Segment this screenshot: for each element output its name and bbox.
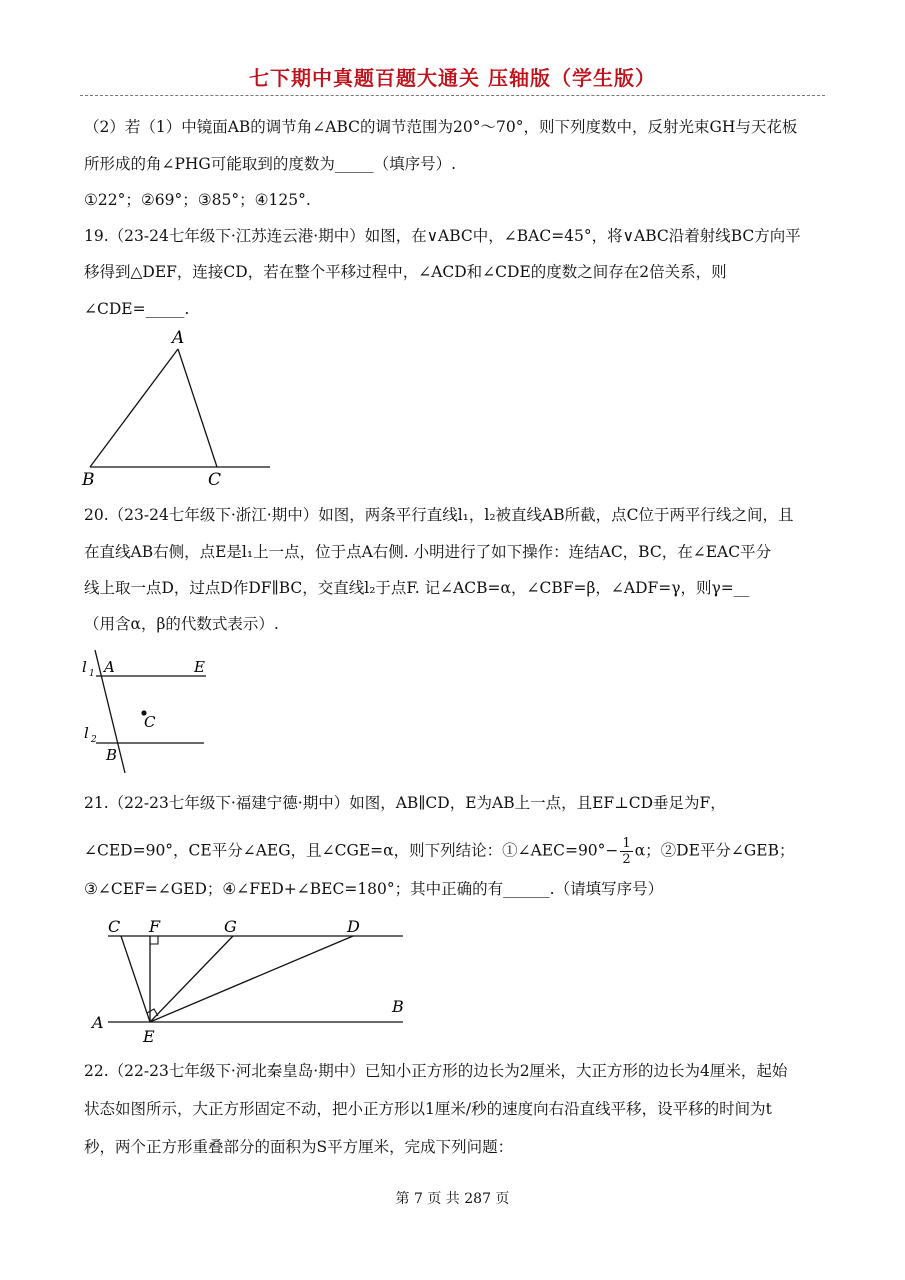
q20-label-c: C [144, 713, 156, 731]
q21-label-e: E [143, 1027, 155, 1046]
q19-line3: ∠CDE=_____. [84, 300, 190, 318]
q20-label-l2-sub: 2 [91, 735, 97, 745]
q20-label-l2: l [84, 724, 89, 742]
q21-right-angle-f [150, 936, 158, 944]
q19-label-a: A [172, 328, 185, 348]
q18-part2-line1: （2）若（1）中镜面AB的调节角∠ABC的调节范围为20°～70°，则下列度数中，反射光束GH与天花板 [84, 118, 798, 136]
q19-side-ac [178, 349, 217, 467]
q21-label-c: C [108, 917, 121, 936]
q18-part2-line2: 所形成的角∠PHG可能取到的度数为_____（填序号）. [84, 155, 456, 173]
q21-label-b: B [392, 997, 404, 1016]
q19-label-b: B [82, 470, 95, 490]
q19-line2: 移得到△DEF，连接CD，若在整个平移过程中，∠ACD和∠CDE的度数之间存在2倍关系，则 [84, 263, 727, 281]
q21-line2-part-b: α；②DE平分∠GEB； [634, 841, 795, 860]
q19-line1: 19.（23-24七年级下·江苏连云港·期中）如图，在∨ABC中，∠BAC=45°，将∨ABC沿着射线BC方向平 [84, 227, 801, 245]
q21-segment-ed [150, 936, 353, 1022]
q20-label-e: E [194, 658, 205, 676]
q21-fraction-denominator: 2 [622, 852, 631, 867]
q21-label-f: F [149, 917, 161, 936]
q20-label-l1-sub: 1 [89, 669, 95, 679]
q21-line3: ③∠CEF=∠GED；④∠FED+∠BEC=180°；其中正确的有______.（请填写序号） [84, 880, 664, 898]
q19-side-ab [90, 349, 178, 467]
page-header-title: 七下期中真题百题大通关 压轴版（学生版） [249, 66, 656, 90]
q18-options: ①22°；②69°；③85°；④125°. [84, 191, 311, 209]
q19-triangle-figure [80, 325, 280, 490]
q22-line3: 秒，两个正方形重叠部分的面积为S平方厘米，完成下列问题： [84, 1138, 514, 1156]
q21-line2-part-a: ∠CED=90°，CE平分∠AEG，且∠CGE=α，则下列结论：①∠AEC=90°− [84, 841, 619, 860]
q21-line2 [84, 836, 794, 867]
q20-line4: （用含α，β的代数式表示）. [84, 615, 279, 633]
q21-label-g: G [224, 917, 237, 936]
q20-line2: 在直线AB右侧，点E是l₁上一点，位于点A右侧. 小明进行了如下操作：连结AC，BC，在∠EAC平分 [84, 543, 772, 561]
q21-label-d: D [347, 917, 360, 936]
q20-line3: 线上取一点D，过点D作DF∥BC，交直线l₂于点F. 记∠ACB=α，∠CBF=β，∠ADF=γ，则γ=__ [84, 579, 750, 597]
q20-label-a: A [104, 658, 115, 676]
page-footer: 第 7 页 共 287 页 [395, 1191, 510, 1207]
q21-segment-ec [121, 936, 150, 1022]
q20-line1: 20.（23-24七年级下·浙江·期中）如图，两条平行直线l₁，l₂被直线AB所截，点C位于两平行线之间，且 [84, 506, 794, 524]
q22-line1: 22.（22-23七年级下·河北秦皇岛·期中）已知小正方形的边长为2厘米，大正方形的边长为4厘米，起始 [84, 1062, 788, 1080]
q19-label-c: C [208, 470, 222, 490]
q20-parallel-lines-figure [78, 648, 218, 778]
q21-fraction [620, 836, 632, 867]
q20-label-b: B [106, 746, 118, 764]
q21-fraction-numerator: 1 [622, 836, 631, 851]
q21-line1: 21.（22-23七年级下·福建宁德·期中）如图，AB∥CD，E为AB上一点，且EF⊥CD垂足为F， [84, 794, 726, 812]
q21-segment-eg [150, 936, 233, 1022]
q22-line2: 状态如图所示，大正方形固定不动，把小正方形以1厘米/秒的速度向右沿直线平移，设平移的时间为t [84, 1100, 772, 1118]
q21-parallel-figure [88, 912, 418, 1047]
q21-label-a: A [92, 1013, 104, 1032]
header-divider [80, 95, 825, 96]
q20-label-l1: l [82, 658, 87, 676]
